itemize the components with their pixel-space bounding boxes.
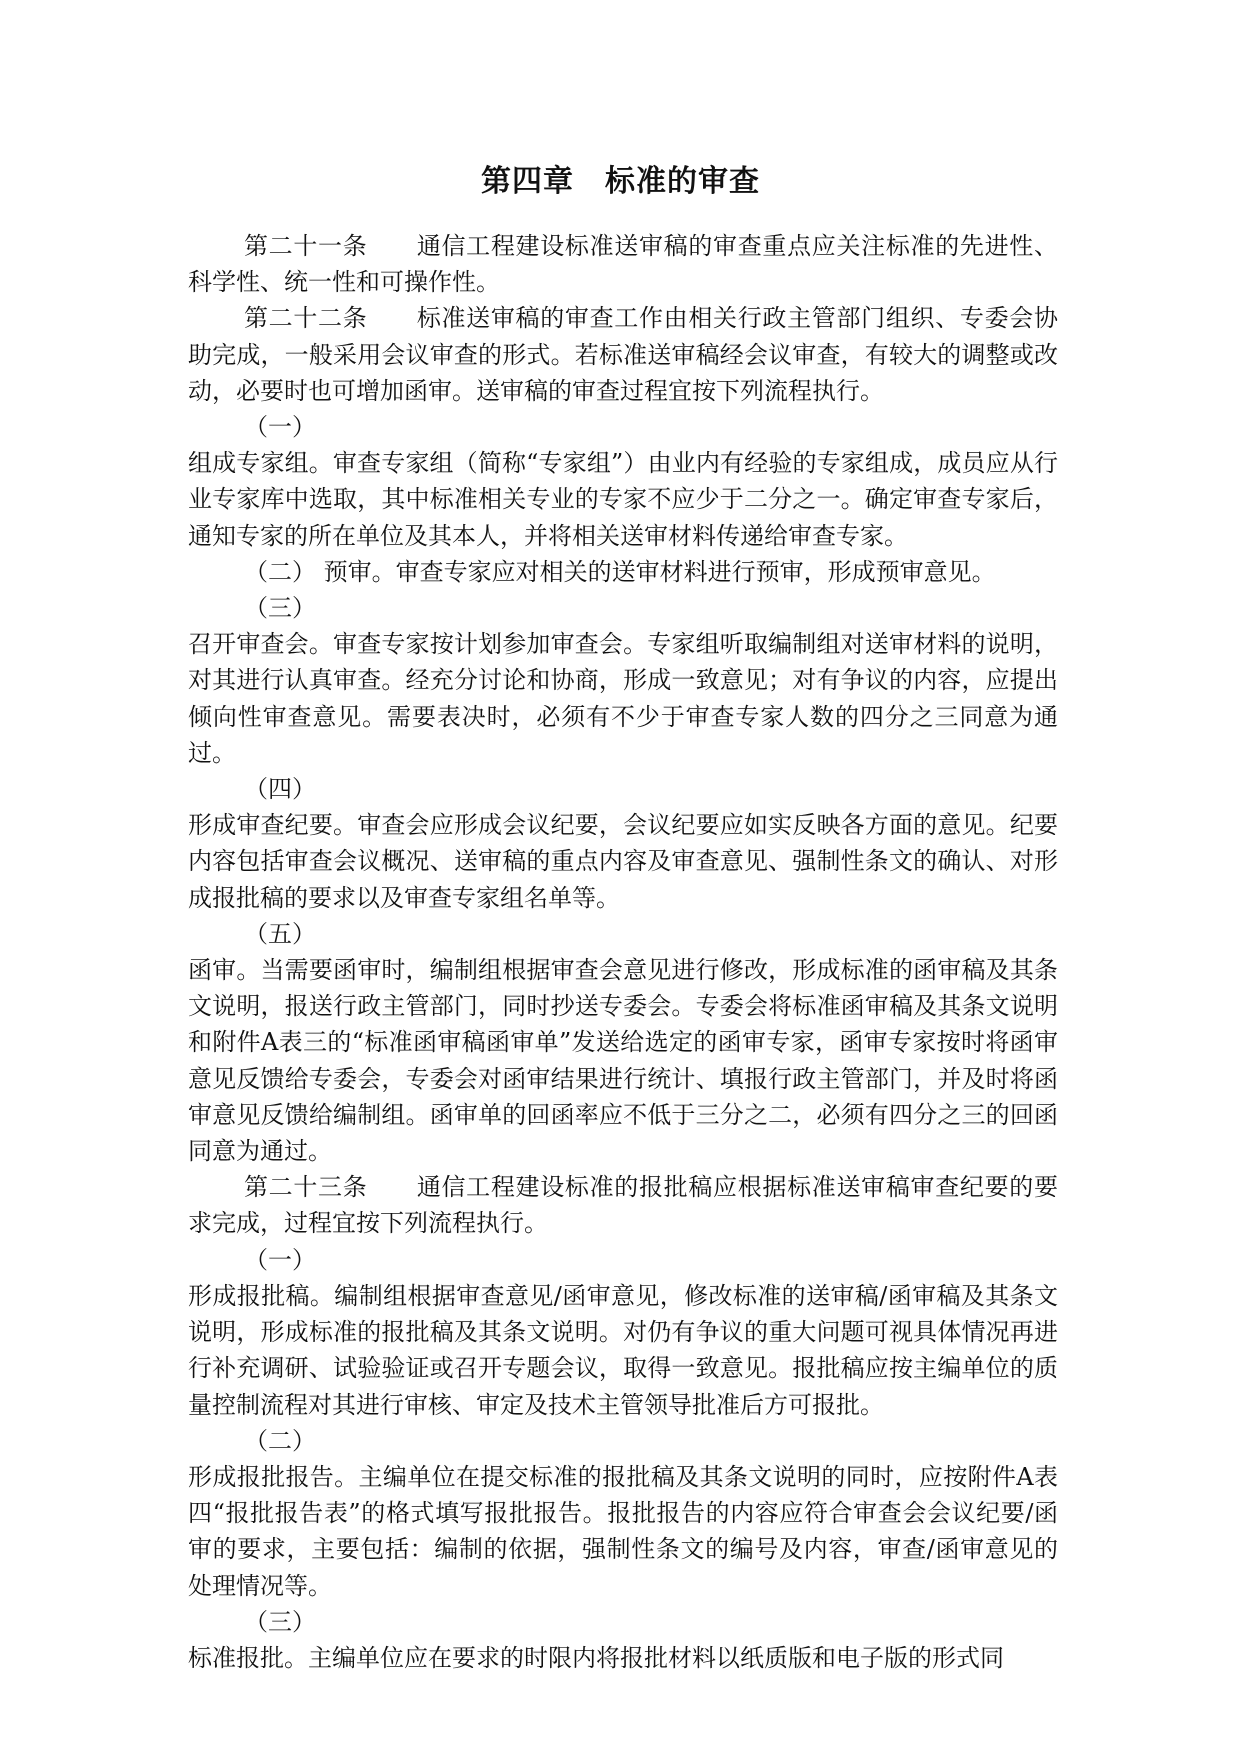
- article-number: 第二十三条: [244, 1173, 417, 1202]
- item-text: 形成审查纪要。审查会应形成会议纪要，会议纪要应如实反映各方面的意见。纪要内容包括审查会议概况、送审稿的重点内容及审查意见、强制性条文的确认、对形成报批稿的要求以及审查专家组名单等。: [188, 811, 1058, 912]
- article-number: 第二十二条: [244, 304, 417, 333]
- item-text: 标准报批。主编单位应在要求的时限内将报批材料以纸质版和电子版的形式同: [188, 1643, 1004, 1672]
- article-21: [188, 228, 1058, 300]
- document-body: [188, 228, 1058, 1676]
- article-text: 通信工程建设标准送审稿的审查重点应关注标准的先进性、科学性、统一性和可操作性。: [188, 232, 1058, 297]
- item-number: （一）: [244, 1245, 316, 1274]
- item-number: （二）: [244, 1426, 316, 1455]
- article-number: 第二十一条: [244, 232, 417, 260]
- item-number: （五）: [244, 919, 316, 948]
- item-number: （一）: [244, 413, 316, 442]
- item-number: （四）: [244, 775, 316, 804]
- item-text: 预审。审查专家应对相关的送审材料进行预审，形成预审意见。: [323, 557, 996, 586]
- item-text: 函审。当需要函审时，编制组根据审查会意见进行修改，形成标准的函审稿及其条文说明，报送行政主管部门，同时抄送专委会。专委会将标准函审稿及其条文说明和附件A表三的“标准函审稿函审单”发送给选定的函审专家，函审专家按时将函审意见反馈给专委会，专委会对函审结果进行统计、填报行政主管部门，并及时将函审意见反馈给编制组。函审单的回函率应不低于三分之二，必须有四分之三的回函同意为通过。: [188, 956, 1058, 1166]
- item-text: 召开审查会。审查专家按计划参加审查会。专家组听取编制组对送审材料的说明，对其进行认真审查。经充分讨论和协商，形成一致意见；对有争议的内容，应提出倾向性审查意见。需要表决时，必须有不少于审查专家人数的四分之三同意为通过。: [188, 630, 1058, 767]
- article-22: [188, 300, 1058, 409]
- article-text: 标准送审稿的审查工作由相关行政主管部门组织、专委会协助完成，一般采用会议审查的形式。若标准送审稿经会议审查，有较大的调整或改动，必要时也可增加函审。送审稿的审查过程宜按下列流程执行。: [188, 304, 1058, 405]
- item-text: 组成专家组。审查专家组（简称“专家组”）由业内有经验的专家组成，成员应从行业专家库中选取，其中标准相关专业的专家不应少于二分之一。确定审查专家后，通知专家的所在单位及其本人，并将相关送审材料传递给审查专家。: [188, 449, 1058, 550]
- article-23: [188, 1169, 1058, 1241]
- item-text: 形成报批稿。编制组根据审查意见/函审意见，修改标准的送审稿/函审稿及其条文说明，形成标准的报批稿及其条文说明。对仍有争议的重大问题可视具体情况再进行补充调研、试验验证或召开专题会议，取得一致意见。报批稿应按主编单位的质量控制流程对其进行审核、审定及技术主管领导批准后方可报批。: [188, 1281, 1058, 1419]
- item-number: （三）: [244, 1607, 316, 1636]
- article-text: 通信工程建设标准的报批稿应根据标准送审稿审查纪要的要求完成，过程宜按下列流程执行。: [188, 1173, 1058, 1238]
- chapter-title: 第四章 标准的审查: [481, 164, 760, 199]
- list-item: [188, 554, 1058, 590]
- item-number: （三）: [244, 594, 316, 623]
- item-text: 形成报批报告。主编单位在提交标准的报批稿及其条文说明的同时，应按附件A表四“报批报告表”的格式填写报批报告。报批报告的内容应符合审查会会议纪要/函审的要求，主要包括：编制的依据，强制性条文的编号及内容，审查/函审意见的处理情况等。: [188, 1462, 1058, 1600]
- item-number: （二）: [244, 557, 316, 586]
